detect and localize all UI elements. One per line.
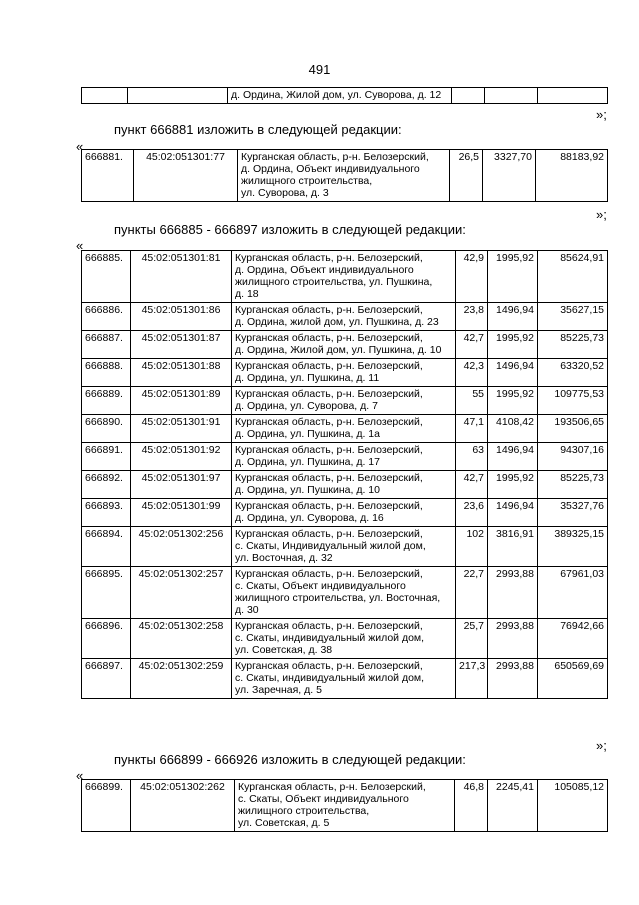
address-line: д. Ордина, ул. Пушкина, д. 1а	[235, 428, 380, 440]
opening-quote: «	[76, 768, 84, 783]
table-row	[82, 415, 608, 443]
address-line: Курганская область, р-н. Белозерский,	[235, 416, 423, 428]
address-line: Курганская область, р-н. Белозерский,	[235, 528, 423, 540]
cell-code: 45:02:051302:258	[131, 619, 232, 659]
cell-area: 23,8	[456, 303, 488, 331]
address-line: с. Скаты, индивидуальный жилой дом,	[235, 632, 425, 644]
address-line: жилищного строительства,	[241, 175, 373, 187]
table-row	[82, 303, 608, 331]
cell-rate	[485, 88, 538, 104]
cell-address	[232, 303, 456, 331]
address-line: д. Ордина, ул. Пушкина, д. 11	[235, 372, 380, 384]
address-line: д. Ордина, ул. Суворова, д. 7	[235, 400, 378, 412]
cell-code: 45:02:051301:99	[131, 499, 232, 527]
cell-num	[82, 88, 128, 104]
opening-quote: «	[76, 139, 84, 154]
cell-rate: 1995,92	[488, 251, 538, 303]
cell-address	[232, 659, 456, 699]
cell-rate: 2993,88	[488, 619, 538, 659]
cell-area: 26,5	[450, 150, 483, 202]
cell-value: 88183,92	[536, 150, 608, 202]
table-row	[82, 527, 608, 567]
cell-address	[232, 387, 456, 415]
cell-value: 67961,03	[538, 567, 608, 619]
address-line: Курганская область, р-н. Белозерский,	[235, 388, 423, 400]
cell-area: 46,8	[455, 780, 488, 832]
address-line: д. Ордина, Жилой дом, ул. Пушкина, д. 10	[235, 344, 442, 356]
cell-code: 45:02:051302:259	[131, 659, 232, 699]
cell-rate: 1496,94	[488, 443, 538, 471]
address-line: Курганская область, р-н. Белозерский,	[235, 660, 423, 672]
cell-address	[238, 150, 450, 202]
cell-area: 23,6	[456, 499, 488, 527]
address-line: д. Ордина, Объект индивидуального	[235, 264, 414, 276]
cell-address	[232, 415, 456, 443]
address-line: Курганская область, р-н. Белозерский,	[235, 500, 423, 512]
cell-rate: 2993,88	[488, 567, 538, 619]
cell-value	[538, 88, 608, 104]
cell-area: 42,3	[456, 359, 488, 387]
cell-address	[232, 443, 456, 471]
cell-num: 666888.	[82, 359, 131, 387]
address-line: жилищного строительства, ул. Пушкина,	[235, 276, 433, 288]
cell-rate: 3816,91	[488, 527, 538, 567]
cell-address	[232, 251, 456, 303]
table-row	[82, 567, 608, 619]
cell-value: 94307,16	[538, 443, 608, 471]
cell-code: 45:02:051301:91	[131, 415, 232, 443]
cell-num: 666892.	[82, 471, 131, 499]
cell-area: 25,7	[456, 619, 488, 659]
address-line: д. Ордина, Объект индивидуального	[241, 163, 420, 175]
cell-value: 35327,76	[538, 499, 608, 527]
cell-num: 666891.	[82, 443, 131, 471]
cell-num: 666886.	[82, 303, 131, 331]
address-line: Курганская область, р-н. Белозерский,	[235, 444, 423, 456]
cell-value: 85624,91	[538, 251, 608, 303]
cell-num: 666885.	[82, 251, 131, 303]
table-section-3	[81, 779, 608, 832]
table-row	[82, 471, 608, 499]
cell-code: 45:02:051301:87	[131, 331, 232, 359]
section-heading: пункты 666885 - 666897 изложить в следующей редакции:	[114, 222, 466, 237]
cell-value: 389325,15	[538, 527, 608, 567]
cell-address	[232, 359, 456, 387]
cell-rate: 1995,92	[488, 387, 538, 415]
cell-num: 666899.	[82, 780, 131, 832]
cell-num: 666881.	[82, 150, 134, 202]
cell-num: 666889.	[82, 387, 131, 415]
cell-num: 666895.	[82, 567, 131, 619]
closing-quote: »;	[596, 738, 607, 753]
cell-area: 55	[456, 387, 488, 415]
cell-code: 45:02:051301:77	[134, 150, 238, 202]
cell-area: 63	[456, 443, 488, 471]
closing-quote: »;	[596, 207, 607, 222]
address-line: Курганская область, р-н. Белозерский,	[238, 781, 426, 793]
address-line: Курганская область, р-н. Белозерский,	[235, 568, 423, 580]
cell-address	[232, 499, 456, 527]
address-line: жилищного строительства,	[238, 805, 370, 817]
address-line: Курганская область, р-н. Белозерский,	[235, 472, 423, 484]
table-section-1	[81, 149, 608, 202]
address-line: с. Скаты, Объект индивидуального	[238, 793, 409, 805]
cell-area: 47,1	[456, 415, 488, 443]
cell-area: 42,7	[456, 471, 488, 499]
cell-rate: 1496,94	[488, 359, 538, 387]
cell-area: 42,9	[456, 251, 488, 303]
cell-code: 45:02:051302:257	[131, 567, 232, 619]
address-line: с. Скаты, индивидуальный жилой дом,	[235, 672, 425, 684]
address-line: ул. Советская, д. 38	[235, 644, 333, 656]
address-line: ул. Советская, д. 5	[238, 817, 330, 829]
closing-quote: »;	[596, 107, 607, 122]
cell-address	[232, 619, 456, 659]
cell-value: 35627,15	[538, 303, 608, 331]
cell-code: 45:02:051301:86	[131, 303, 232, 331]
cell-num: 666887.	[82, 331, 131, 359]
cell-value: 105085,12	[538, 780, 608, 832]
cell-value: 650569,69	[538, 659, 608, 699]
address-line: с. Скаты, Объект индивидуального	[235, 580, 406, 592]
cell-rate: 1995,92	[488, 331, 538, 359]
address-line: д. Ордина, ул. Суворова, д. 16	[235, 512, 384, 524]
cell-code: 45:02:051301:89	[131, 387, 232, 415]
address-line: с. Скаты, Индивидуальный жилой дом,	[235, 540, 426, 552]
page-number: 491	[308, 62, 331, 77]
table-row	[82, 150, 608, 202]
cell-area: 217,3	[456, 659, 488, 699]
cell-address	[235, 780, 455, 832]
cell-rate: 4108,42	[488, 415, 538, 443]
table-row	[82, 443, 608, 471]
address-line: Курганская область, р-н. Белозерский,	[235, 360, 423, 372]
address-line: Курганская область, р-н. Белозерский,	[235, 304, 423, 316]
address-line: д. 30	[235, 604, 259, 616]
cell-code: 45:02:051302:262	[131, 780, 235, 832]
cell-rate: 1995,92	[488, 471, 538, 499]
cell-value: 63320,52	[538, 359, 608, 387]
cell-value: 109775,53	[538, 387, 608, 415]
cell-code: 45:02:051301:97	[131, 471, 232, 499]
table-row	[82, 251, 608, 303]
cell-code: 45:02:051301:81	[131, 251, 232, 303]
table-row	[82, 619, 608, 659]
cell-value: 85225,73	[538, 471, 608, 499]
cell-rate: 1496,94	[488, 499, 538, 527]
table-row	[82, 387, 608, 415]
cell-area	[452, 88, 485, 104]
cell-area: 22,7	[456, 567, 488, 619]
address-line: ул. Восточная, д. 32	[235, 552, 333, 564]
cell-num: 666896.	[82, 619, 131, 659]
table-continuation	[81, 87, 608, 104]
cell-address	[232, 527, 456, 567]
cell-rate: 1496,94	[488, 303, 538, 331]
cell-num: 666893.	[82, 499, 131, 527]
address-line: ул. Заречная, д. 5	[235, 684, 322, 696]
table-row	[82, 88, 608, 104]
table-row	[82, 499, 608, 527]
address-line: ул. Суворова, д. 3	[241, 187, 329, 199]
address-line: жилищного строительства, ул. Восточная,	[235, 592, 441, 604]
address-line: Курганская область, р-н. Белозерский,	[241, 151, 429, 163]
address-line: Курганская область, р-н. Белозерский,	[235, 620, 423, 632]
cell-address	[232, 471, 456, 499]
cell-area: 102	[456, 527, 488, 567]
cell-num: 666894.	[82, 527, 131, 567]
cell-address	[232, 567, 456, 619]
cell-value: 193506,65	[538, 415, 608, 443]
table-row	[82, 659, 608, 699]
table-section-2	[81, 250, 608, 699]
table-row	[82, 780, 608, 832]
cell-code	[128, 88, 228, 104]
address-line: Курганская область, р-н. Белозерский,	[235, 252, 423, 264]
cell-rate: 3327,70	[483, 150, 536, 202]
cell-value: 85225,73	[538, 331, 608, 359]
cell-num: 666897.	[82, 659, 131, 699]
cell-rate: 2993,88	[488, 659, 538, 699]
cell-address: д. Ордина, Жилой дом, ул. Суворова, д. 12	[228, 88, 452, 104]
section-heading: пункт 666881 изложить в следующей редакции:	[114, 122, 402, 137]
cell-num: 666890.	[82, 415, 131, 443]
address-line: д. Ордина, ул. Пушкина, д. 10	[235, 484, 380, 496]
cell-value: 76942,66	[538, 619, 608, 659]
cell-code: 45:02:051302:256	[131, 527, 232, 567]
cell-address	[232, 331, 456, 359]
cell-rate: 2245,41	[488, 780, 538, 832]
table-row	[82, 331, 608, 359]
address-line: д. Ордина, ул. Пушкина, д. 17	[235, 456, 380, 468]
cell-area: 42,7	[456, 331, 488, 359]
table-row	[82, 359, 608, 387]
opening-quote: «	[76, 238, 84, 253]
address-line: д. Ордина, жилой дом, ул. Пушкина, д. 23	[235, 316, 439, 328]
cell-code: 45:02:051301:92	[131, 443, 232, 471]
section-heading: пункты 666899 - 666926 изложить в следующей редакции:	[114, 752, 466, 767]
address-line: Курганская область, р-н. Белозерский,	[235, 332, 423, 344]
cell-code: 45:02:051301:88	[131, 359, 232, 387]
address-line: д. 18	[235, 288, 259, 300]
